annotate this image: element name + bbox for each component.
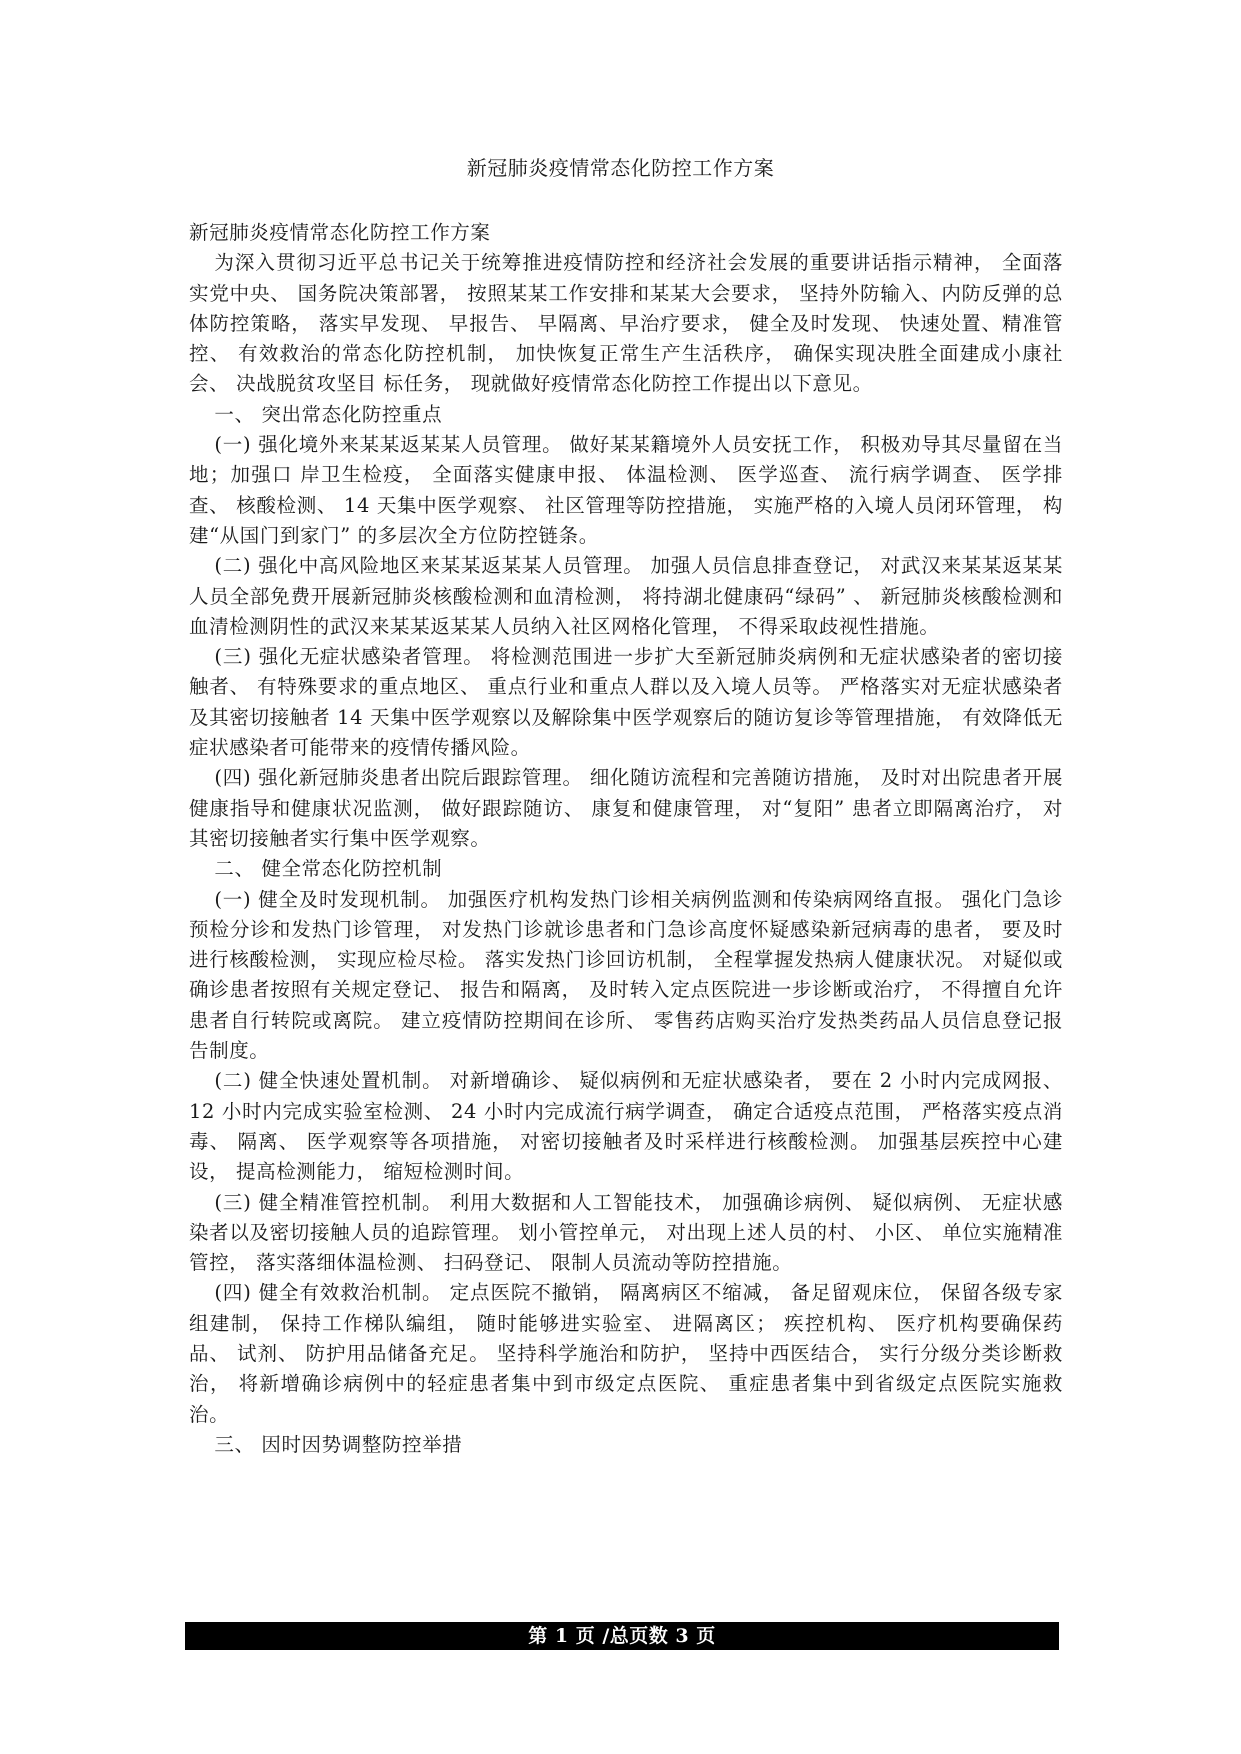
section-heading-2: 二、 健全常态化防控机制: [214, 857, 443, 881]
section-heading-1: 一、 突出常态化防控重点: [214, 402, 443, 426]
document-body: [189, 218, 1063, 1460]
paragraph: (四) 强化新冠肺炎患者出院后跟踪管理。 细化随访流程和完善随访措施， 及时对出院患者开展健康指导和健康状况监测， 做好跟踪随访、 康复和健康管理， 对“复阳” 患者立即隔离治疗， 对其密切接触者实行集中医学观察。: [189, 766, 1063, 850]
paragraph: (一) 强化境外来某某返某某人员管理。 做好某某籍境外人员安抚工作， 积极劝导其尽量留在当地；加强口 岸卫生检疫， 全面落实健康申报、 体温检测、 医学巡查、 流行病学调查、 医学排查、 核酸检测、 14 天集中医学观察、 社区管理等防控措施， 实施严格的入境人员闭环管理， 构建“从国门到家门” 的多层次全方位防控链条。: [189, 433, 1063, 547]
paragraph: (四) 健全有效救治机制。 定点医院不撤销， 隔离病区不缩减， 备足留观床位， 保留各级专家组建制， 保持工作梯队编组， 随时能够进实验室、 进隔离区； 疾控机构、 医疗机构要确保药品、 试剂、 防护用品储备充足。 坚持科学施治和防护， 坚持中西医结合， 实行分级分类诊断救治， 将新增确诊病例中的轻症患者集中到市级定点医院、 重症患者集中到省级定点医院实施救治。: [189, 1281, 1063, 1426]
document-title: 新冠肺炎疫情常态化防控工作方案: [466, 156, 775, 180]
page-footer: [185, 1622, 1059, 1650]
page-number: 第 1 页 /总页数 3 页: [528, 1625, 716, 1647]
paragraph: (三) 强化无症状感染者管理。 将检测范围进一步扩大至新冠肺炎病例和无症状感染者的密切接触者、 有特殊要求的重点地区、 重点行业和重点人群以及入境人员等。 严格落实对无症状感染者及其密切接触者 14 天集中医学观察以及解除集中医学观察后的随访复诊等管理措施， 有效降低无症状感染者可能带来的疫情传播风险。: [189, 645, 1063, 760]
paragraph: (一) 健全及时发现机制。 加强医疗机构发热门诊相关病例监测和传染病网络直报。 强化门急诊预检分诊和发热门诊管理， 对发热门诊就诊患者和门急诊高度怀疑感染新冠病毒的患者， 要及时进行核酸检测， 实现应检尽检。 落实发热门诊回访机制， 全程掌握发热病人健康状况。 对疑似或确诊患者按照有关规定登记、 报告和隔离， 及时转入定点医院进一步诊断或治疗， 不得擅自允许患者自行转院或离院。 建立疫情防控期间在诊所、 零售药店购买治疗发热类药品人员信息登记报告制度。: [189, 887, 1063, 1063]
paragraph: (三) 健全精准管控机制。 利用大数据和人工智能技术， 加强确诊病例、 疑似病例、 无症状感染者以及密切接触人员的追踪管理。 划小管控单元， 对出现上述人员的村、 小区、 单位实施精准管控， 落实落细体温检测、 扫码登记、 限制人员流动等防控措施。: [189, 1190, 1063, 1275]
paragraph: (二) 健全快速处置机制。 对新增确诊、 疑似病例和无症状感染者， 要在 2 小时内完成网报、 12 小时内完成实验室检测、 24 小时内完成流行病学调查， 确定合适疫点范围， 严格落实疫点消毒、 隔离、 医学观察等各项措施， 对密切接触者及时采样进行核酸检测。 加强基层疾控中心建设， 提高检测能力， 缩短检测时间。: [189, 1069, 1063, 1184]
paragraph: (二) 强化中高风险地区来某某返某某人员管理。 加强人员信息排查登记， 对武汉来某某返某某人员全部免费开展新冠肺炎核酸检测和血清检测， 将持湖北健康码“绿码” 、 新冠肺炎核酸检测和血清检测阴性的武汉来某某返某某人员纳入社区网格化管理， 不得采取歧视性措施。: [189, 554, 1063, 638]
paragraph-intro: 为深入贯彻习近平总书记关于统筹推进疫情防控和经济社会发展的重要讲话指示精神， 全面落实党中央、 国务院决策部署， 按照某某工作安排和某某大会要求， 坚持外防输入、内防反弹的总体防控策略， 落实早发现、 早报告、 早隔离、早治疗要求， 健全及时发现、 快速处置、精准管控、 有效救治的常态化防控机制， 加快恢复正常生产生活秩序， 确保实现决胜全面建成小康社会、 决战脱贫攻坚目 标任务， 现就做好疫情常态化防控工作提出以下意见。: [189, 251, 1063, 396]
section-heading-3: 三、 因时因势调整防控举措: [214, 1432, 463, 1456]
document-subtitle: 新冠肺炎疫情常态化防控工作方案: [189, 221, 491, 244]
